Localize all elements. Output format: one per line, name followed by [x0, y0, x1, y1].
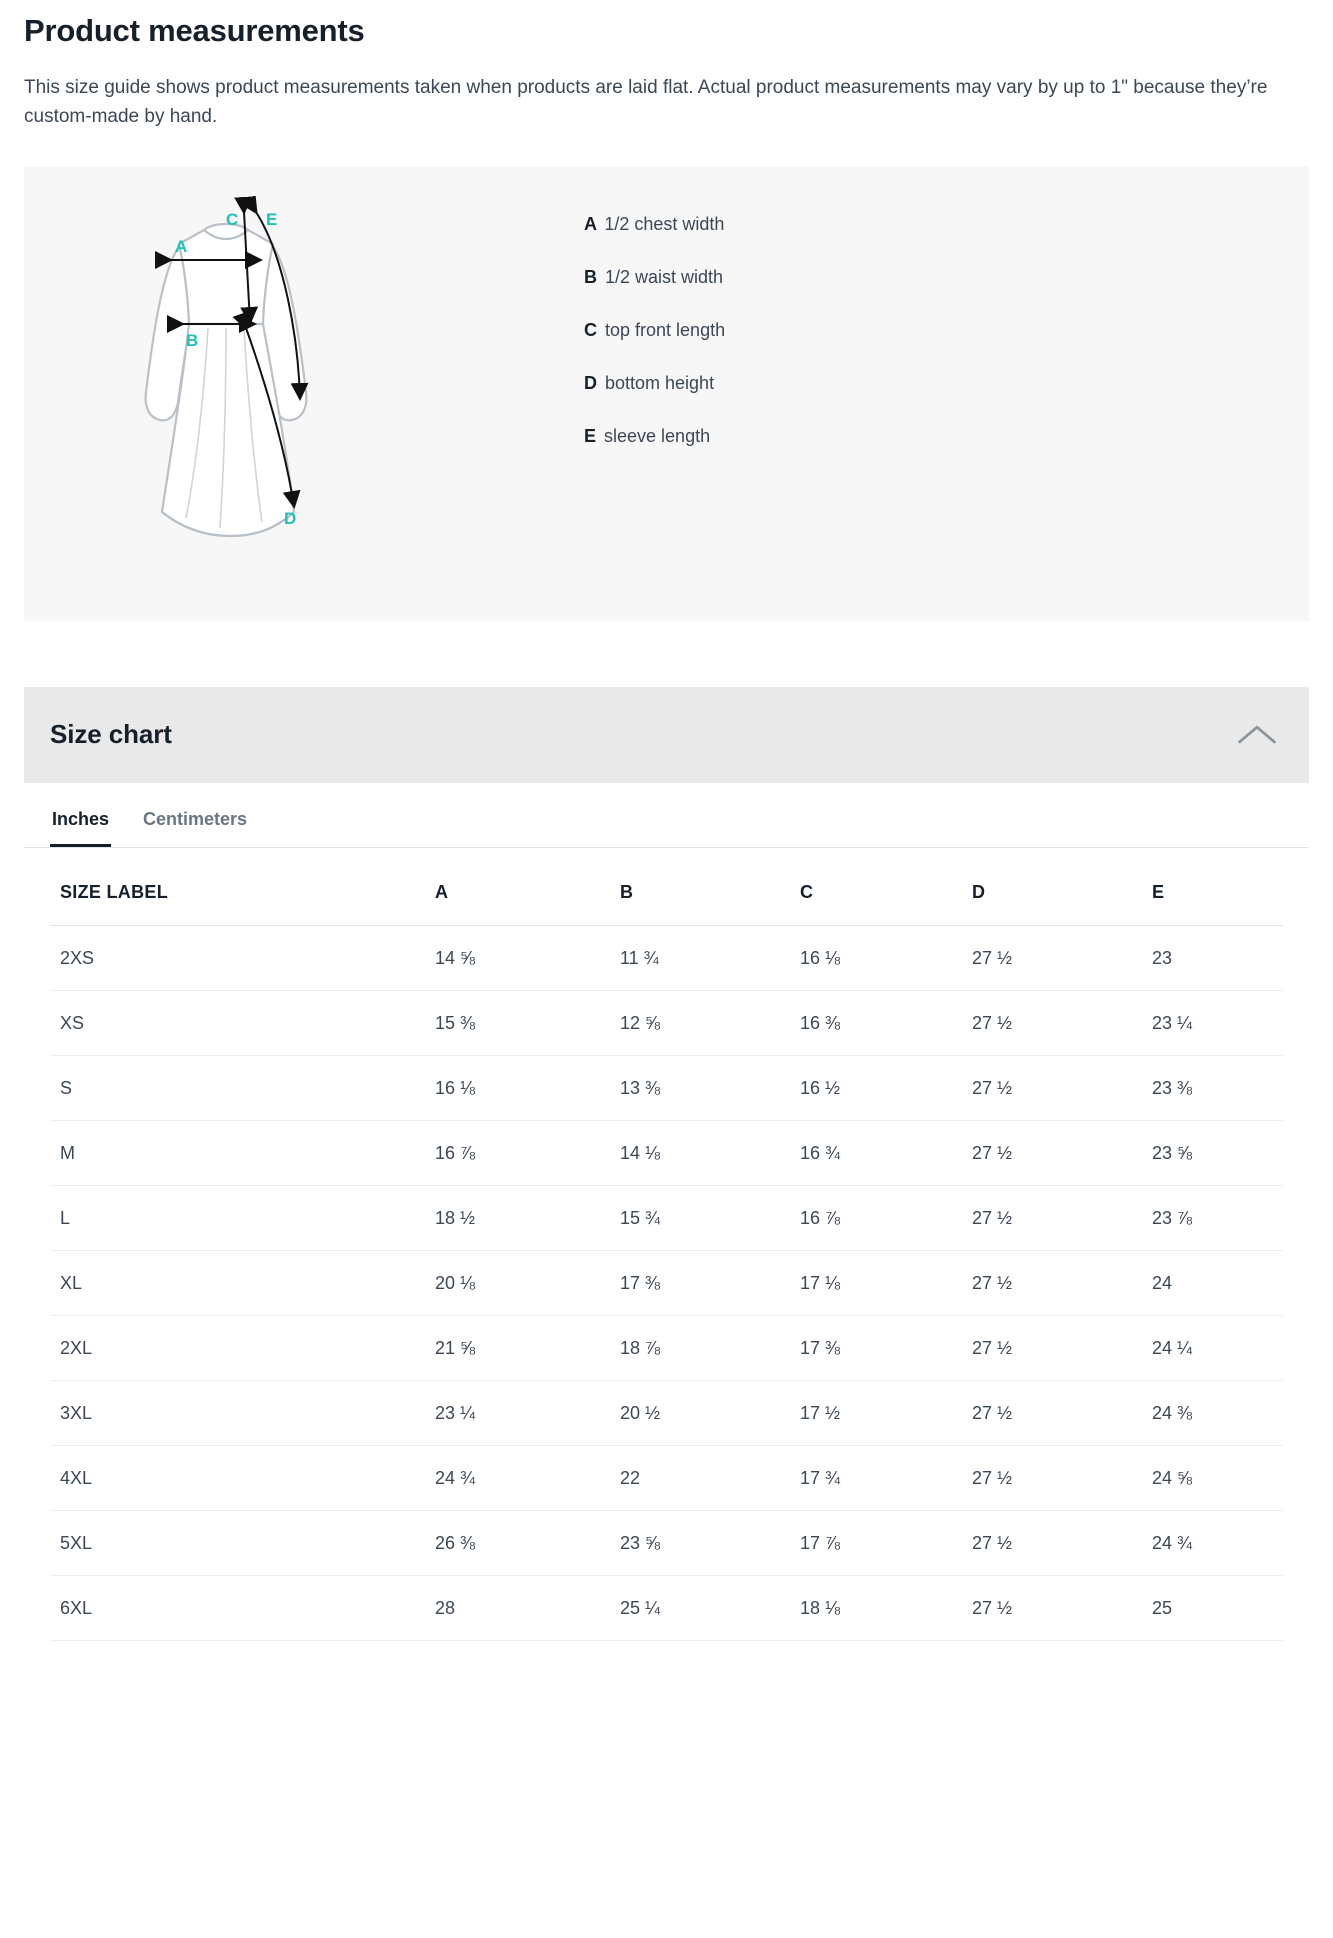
cell-c: 16 ⅜: [800, 990, 972, 1055]
legend-item: [584, 318, 1309, 343]
cell-a: 16 ⅞: [435, 1120, 620, 1185]
page-intro-text: This size guide shows product measurements taken when products are laid flat. Actual product measurements may vary by up to 1" because they’re custom-made by hand.: [24, 76, 1268, 128]
cell-size: 2XL: [50, 1315, 435, 1380]
column-header-a: A: [435, 848, 620, 926]
cell-b: 12 ⅝: [620, 990, 800, 1055]
cell-size: 3XL: [50, 1380, 435, 1445]
cell-d: 27 ½: [972, 1250, 1152, 1315]
table-row: [50, 1445, 1283, 1510]
diagram-label-e: E: [266, 209, 278, 229]
cell-e: 24 ⅜: [1152, 1380, 1283, 1445]
unit-tabs: [24, 787, 1309, 848]
diagram-label-b: B: [186, 330, 199, 350]
chevron-up-glyph: [1237, 721, 1277, 749]
column-header-size-label: SIZE LABEL: [50, 848, 435, 926]
table-row: [50, 990, 1283, 1055]
legend-key: E: [584, 426, 602, 447]
cell-c: 17 ¾: [800, 1445, 972, 1510]
cell-b: 17 ⅜: [620, 1250, 800, 1315]
legend-key: B: [584, 266, 602, 287]
cell-e: 25: [1152, 1575, 1283, 1640]
cell-size: S: [50, 1055, 435, 1120]
diagram-label-c: C: [226, 209, 239, 229]
cell-b: 13 ⅜: [620, 1055, 800, 1120]
tab-inches[interactable]: Inches: [50, 787, 111, 847]
table-row: [50, 1185, 1283, 1250]
legend-key: A: [584, 213, 602, 234]
dress-diagram: [24, 166, 584, 596]
table-row: [50, 1250, 1283, 1315]
table-row: [50, 1120, 1283, 1185]
legend-text: 1/2 waist width: [605, 266, 724, 287]
cell-e: 23 ⅞: [1152, 1185, 1283, 1250]
column-header-d: D: [972, 848, 1152, 926]
cell-d: 27 ½: [972, 1445, 1152, 1510]
legend-text: top front length: [605, 320, 726, 340]
legend-key: D: [584, 373, 602, 394]
cell-c: 16 ¾: [800, 1120, 972, 1185]
size-chart-header[interactable]: [24, 687, 1309, 783]
cell-b: 25 ¼: [620, 1575, 800, 1640]
cell-e: 24 ¼: [1152, 1315, 1283, 1380]
cell-c: 17 ⅛: [800, 1250, 972, 1315]
cell-size: XL: [50, 1250, 435, 1315]
cell-d: 27 ½: [972, 1120, 1152, 1185]
cell-a: 28: [435, 1575, 620, 1640]
legend-text: 1/2 chest width: [604, 213, 725, 234]
cell-c: 17 ⅜: [800, 1315, 972, 1380]
cell-e: 24 ⅝: [1152, 1445, 1283, 1510]
table-row: [50, 1055, 1283, 1120]
cell-a: 18 ½: [435, 1185, 620, 1250]
table-row: [50, 925, 1283, 990]
cell-c: 16 ⅛: [800, 925, 972, 990]
cell-a: 15 ⅜: [435, 990, 620, 1055]
cell-size: M: [50, 1120, 435, 1185]
size-table-wrapper: [24, 848, 1309, 1671]
cell-a: 20 ⅛: [435, 1250, 620, 1315]
cell-d: 27 ½: [972, 1315, 1152, 1380]
size-table: [50, 848, 1283, 1641]
cell-size: L: [50, 1185, 435, 1250]
table-row: [50, 1315, 1283, 1380]
size-guide-page: [0, 12, 1333, 1671]
cell-e: 24 ¾: [1152, 1510, 1283, 1575]
cell-d: 27 ½: [972, 990, 1152, 1055]
cell-size: 2XS: [50, 925, 435, 990]
cell-e: 24: [1152, 1250, 1283, 1315]
cell-d: 27 ½: [972, 1055, 1152, 1120]
diagram-label-a: A: [175, 236, 188, 256]
column-header-b: B: [620, 848, 800, 926]
cell-a: 24 ¾: [435, 1445, 620, 1510]
cell-d: 27 ½: [972, 1185, 1152, 1250]
cell-c: 17 ½: [800, 1380, 972, 1445]
legend-item: [584, 424, 1309, 449]
measurement-panel: [24, 166, 1309, 621]
cell-e: 23 ⅝: [1152, 1120, 1283, 1185]
table-header-row: [50, 848, 1283, 926]
cell-b: 14 ⅛: [620, 1120, 800, 1185]
column-header-e: E: [1152, 848, 1283, 926]
cell-d: 27 ½: [972, 1510, 1152, 1575]
dress-measurement-illustration: [134, 196, 394, 596]
cell-b: 20 ½: [620, 1380, 800, 1445]
legend-key: C: [584, 320, 602, 340]
cell-b: 18 ⅞: [620, 1315, 800, 1380]
cell-a: 26 ⅜: [435, 1510, 620, 1575]
cell-d: 27 ½: [972, 1380, 1152, 1445]
cell-a: 14 ⅝: [435, 925, 620, 990]
table-row: [50, 1380, 1283, 1445]
cell-c: 16 ⅞: [800, 1185, 972, 1250]
cell-d: 27 ½: [972, 1575, 1152, 1640]
column-header-c: C: [800, 848, 972, 926]
cell-size: 6XL: [50, 1575, 435, 1640]
cell-a: 21 ⅝: [435, 1315, 620, 1380]
legend-text: sleeve length: [604, 426, 711, 447]
cell-b: 22: [620, 1445, 800, 1510]
cell-a: 16 ⅛: [435, 1055, 620, 1120]
legend-item: [584, 212, 1309, 237]
legend-item: [584, 265, 1309, 290]
table-row: [50, 1575, 1283, 1640]
cell-c: 16 ½: [800, 1055, 972, 1120]
table-row: [50, 1510, 1283, 1575]
cell-size: 4XL: [50, 1445, 435, 1510]
cell-e: 23 ¼: [1152, 990, 1283, 1055]
cell-b: 15 ¾: [620, 1185, 800, 1250]
measurement-legend: [584, 166, 1309, 478]
legend-item: [584, 371, 1309, 396]
size-chart-title: Size chart: [50, 719, 172, 750]
cell-size: 5XL: [50, 1510, 435, 1575]
cell-b: 11 ¾: [620, 925, 800, 990]
cell-e: 23: [1152, 925, 1283, 990]
chevron-up-icon[interactable]: [1231, 709, 1283, 761]
tab-centimeters[interactable]: Centimeters: [141, 787, 249, 847]
page-title: Product measurements: [24, 13, 365, 48]
cell-c: 18 ⅛: [800, 1575, 972, 1640]
cell-a: 23 ¼: [435, 1380, 620, 1445]
legend-text: bottom height: [605, 373, 715, 394]
cell-size: XS: [50, 990, 435, 1055]
cell-e: 23 ⅜: [1152, 1055, 1283, 1120]
diagram-label-d: D: [284, 508, 297, 528]
cell-b: 23 ⅝: [620, 1510, 800, 1575]
cell-c: 17 ⅞: [800, 1510, 972, 1575]
cell-d: 27 ½: [972, 925, 1152, 990]
